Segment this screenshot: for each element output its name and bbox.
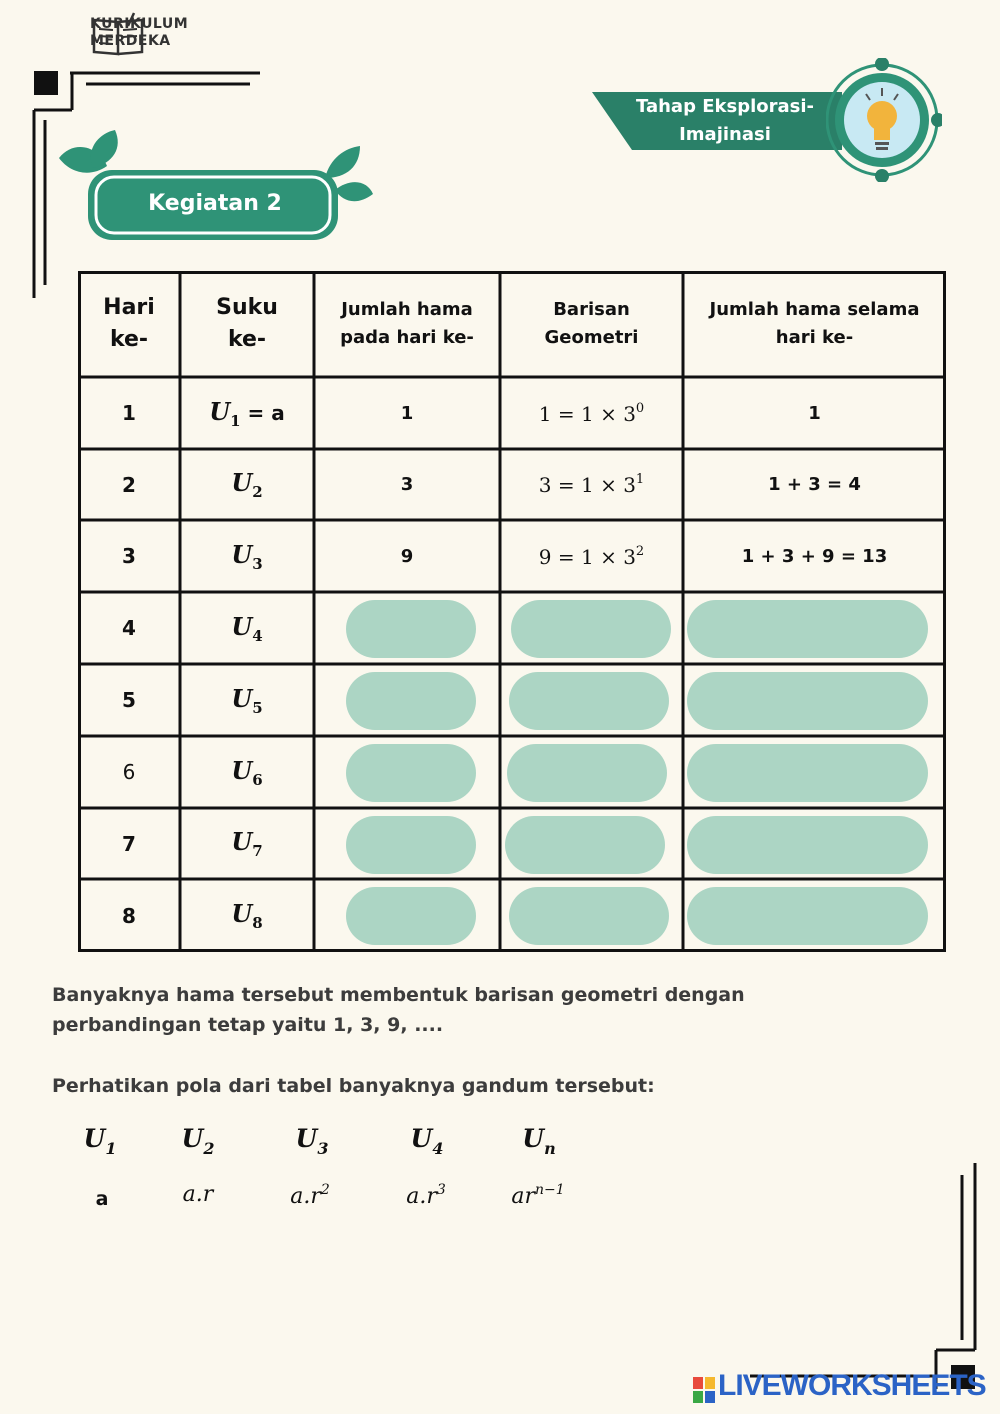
day-cell: 8 (122, 903, 136, 928)
pattern-symbol: U (83, 1124, 106, 1153)
pattern-symbol: U (410, 1124, 433, 1153)
liveworksheets-logo-icon (693, 1377, 715, 1403)
pattern-index: 3 (317, 1139, 329, 1158)
answer-input-count-day-5[interactable] (346, 672, 476, 730)
answer-input-total-day-6[interactable] (687, 744, 928, 802)
term-symbol: U (231, 468, 253, 497)
header-day-line1: Hari (103, 295, 155, 320)
pattern-term (45, 1124, 155, 1158)
answer-input-total-day-7[interactable] (687, 816, 928, 874)
term-cell (180, 736, 314, 808)
pattern-symbol: U (181, 1124, 204, 1153)
term-index: 2 (252, 483, 263, 501)
answer-input-geometric-day-6[interactable] (507, 744, 667, 802)
logo-line-1: KURIKULUM (90, 16, 189, 32)
day-cell: 1 (122, 401, 136, 425)
term-index: 1 (230, 411, 241, 430)
term-symbol: U (231, 539, 253, 569)
term-cell (180, 449, 314, 520)
term-cell (180, 592, 314, 664)
day-cell: 2 (122, 472, 136, 497)
term-symbol: U (231, 683, 253, 713)
pattern-term (484, 1124, 594, 1158)
term-symbol: U (231, 611, 253, 641)
answer-input-geometric-day-5[interactable] (509, 672, 669, 730)
light-bulb-icon (826, 58, 942, 182)
pattern-value (255, 1182, 365, 1209)
term-index: 6 (252, 770, 263, 789)
header-geometric-line2: Geometri (544, 327, 639, 348)
geometric-sequence-table (78, 271, 946, 952)
answer-input-total-day-4[interactable] (687, 600, 928, 658)
geometric-expression: 1 = 1 × 3 (538, 401, 636, 426)
header-term-line2: ke- (227, 327, 267, 352)
geometric-exponent: 0 (635, 400, 645, 416)
stage-line-2: Imajinasi (679, 124, 771, 145)
answer-input-total-day-8[interactable] (687, 887, 928, 945)
pattern-index: 2 (203, 1139, 215, 1158)
geometric-cell (500, 520, 683, 592)
term-index: 4 (252, 626, 263, 645)
pest-count-cell: 1 (400, 402, 414, 424)
geometric-exponent: 1 (635, 472, 645, 487)
pattern-base: a.r (290, 1184, 321, 1209)
pattern-index: 4 (432, 1139, 444, 1158)
answer-input-total-day-5[interactable] (687, 672, 928, 730)
term-index: 5 (252, 698, 263, 717)
term-equals-a: = a (240, 400, 285, 425)
header-total-line1: Jumlah hama selama (709, 299, 920, 320)
instruction-paragraph: Perhatikan pola dari tabel banyaknya gandum tersebut: (52, 1075, 655, 1097)
header-pest-count-line1: Jumlah hama (341, 299, 473, 320)
day-cell: 7 (122, 831, 136, 856)
term-index: 7 (252, 842, 263, 860)
term-cell (180, 808, 314, 879)
stage-banner-label (615, 93, 835, 149)
geometric-cell (500, 449, 683, 520)
header-day-line2: ke- (109, 327, 149, 352)
header-pest-count-line2: pada hari ke- (340, 327, 474, 348)
answer-input-count-day-4[interactable] (346, 600, 476, 658)
geometric-cell (500, 377, 683, 449)
pattern-index: 1 (105, 1139, 117, 1158)
geometric-expression: 9 = 1 × 3 (538, 544, 636, 569)
term-index: 8 (252, 914, 263, 932)
pest-count-cell: 3 (400, 474, 414, 495)
header-total-pests (683, 271, 946, 377)
pattern-term (143, 1124, 253, 1158)
header-geometric-line1: Barisan (553, 299, 630, 320)
answer-input-geometric-day-4[interactable] (511, 600, 671, 658)
answer-input-geometric-day-7[interactable] (505, 816, 665, 874)
day-cell: 3 (122, 544, 136, 568)
header-term (180, 271, 314, 377)
pattern-symbol: U (522, 1124, 545, 1153)
curriculum-logo-text (90, 16, 188, 50)
term-cell (180, 879, 314, 952)
pattern-exponent: 3 (436, 1182, 446, 1198)
pattern-term (372, 1124, 482, 1158)
term-symbol: U (231, 827, 253, 856)
total-cell: 1 + 3 = 4 (768, 474, 861, 495)
term-symbol: U (209, 396, 231, 426)
pattern-base: ar (511, 1184, 535, 1209)
geometric-expression: 3 = 1 × 3 (538, 473, 636, 497)
total-cell: 1 (808, 402, 821, 424)
answer-input-count-day-8[interactable] (346, 887, 476, 945)
day-cell: 5 (122, 688, 136, 712)
explanation-paragraph: Banyaknya hama tersebut membentuk barisan geometri dengan perbandingan tetap yaitu 1, 3, 9, .... (52, 984, 745, 1036)
term-cell (180, 377, 314, 449)
pest-count-cell: 9 (400, 545, 414, 567)
pattern-value (483, 1182, 593, 1209)
pattern-base: a.r (406, 1184, 437, 1209)
term-symbol: U (231, 899, 253, 928)
header-term-line1: Suku (216, 295, 278, 320)
term-index: 3 (252, 554, 263, 573)
pattern-exponent: 2 (320, 1182, 330, 1198)
liveworksheets-watermark: LIVEWORKSHEETS (718, 1369, 986, 1402)
header-total-line2: hari ke- (775, 327, 854, 348)
header-day (78, 271, 180, 377)
answer-input-count-day-6[interactable] (346, 744, 476, 802)
day-cell: 4 (122, 616, 136, 640)
answer-input-count-day-7[interactable] (346, 816, 476, 874)
term-symbol: U (231, 755, 253, 785)
pattern-value (371, 1182, 481, 1209)
pattern-exponent: n−1 (534, 1182, 565, 1198)
pattern-value: a.r (182, 1182, 214, 1207)
term-cell (180, 664, 314, 736)
header-pest-count (314, 271, 500, 377)
logo-line-2: MERDEKA (90, 33, 171, 49)
answer-input-geometric-day-8[interactable] (509, 887, 669, 945)
pattern-term (257, 1124, 367, 1158)
geometric-exponent: 2 (635, 543, 645, 559)
pattern-index: n (544, 1139, 556, 1158)
term-cell (180, 520, 314, 592)
day-cell: 6 (122, 760, 136, 784)
total-cell: 1 + 3 + 9 = 13 (741, 545, 888, 567)
activity-label: Kegiatan 2 (148, 191, 282, 216)
header-geometric-sequence (500, 271, 683, 377)
stage-line-1: Tahap Eksplorasi- (636, 96, 814, 117)
pattern-symbol: U (295, 1124, 318, 1153)
pattern-value: a (95, 1188, 109, 1210)
